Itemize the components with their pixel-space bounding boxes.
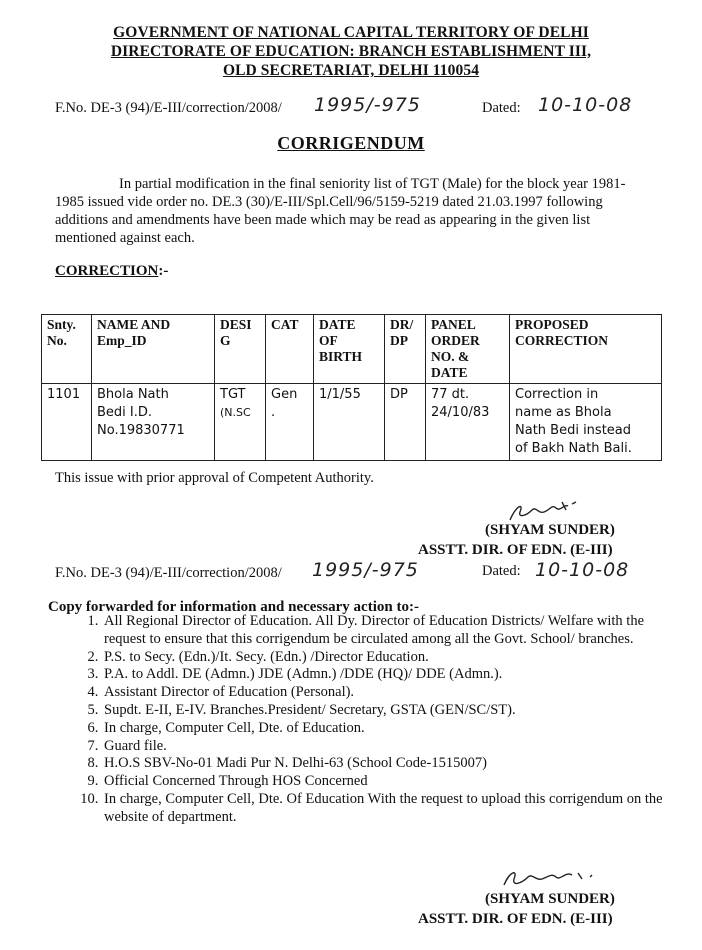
- header-line-1: GOVERNMENT OF NATIONAL CAPITAL TERRITORY OF DELHI: [113, 24, 589, 41]
- header-name: [92, 315, 215, 384]
- handwritten-date-2: 10-10-08: [535, 559, 630, 581]
- header-line-2: DIRECTORATE OF EDUCATION: BRANCH ESTABLISHMENT III,: [110, 43, 592, 60]
- list-item: 2. P.S. to Secy. (Edn.)/It. Secy. (Edn.) /Director Education.: [102, 649, 667, 667]
- file-ref-prefix: F.No. DE-3 (94)/E-III/correction/2008/: [55, 100, 282, 116]
- header-text: Emp_ID: [97, 333, 147, 348]
- list-item: 10. In charge, Computer Cell, Dte. Of Education With the request to upload this corrigendum on the website of department.: [102, 791, 667, 827]
- cell-text: Bhola Nath: [97, 387, 169, 402]
- cell-sno: [42, 384, 92, 461]
- handwritten-file-no: 1995/-975: [314, 94, 421, 116]
- handwritten-date: 10-10-08: [538, 94, 633, 116]
- header-text: No.: [47, 333, 67, 348]
- file-ref-2-prefix: F.No. DE-3 (94)/E-III/correction/2008/: [55, 565, 282, 581]
- signature-1-designation: ASSTT. DIR. OF EDN. (E-III): [418, 542, 613, 558]
- dated-label-2: Dated:: [482, 563, 521, 579]
- list-item: 4. Assistant Director of Education (Personal).: [102, 684, 667, 702]
- cell-proposed: [510, 384, 662, 461]
- list-item: 3. P.A. to Addl. DE (Admn.) JDE (Admn.) /DDE (HQ)/ DDE (Admn.).: [102, 666, 667, 684]
- table-row: [42, 384, 662, 461]
- cell-desig: [215, 384, 266, 461]
- header-text: PANEL: [431, 317, 476, 332]
- cell-text: Bedi I.D.: [97, 405, 153, 420]
- header-text: CAT: [271, 317, 299, 332]
- cell-text: (N.SC: [220, 406, 251, 419]
- cell-text: TGT: [220, 387, 246, 402]
- header-text: DATE: [319, 317, 356, 332]
- cell-panel: [426, 384, 510, 461]
- cell-text: No.19830771: [97, 423, 185, 438]
- cell-text: .: [271, 405, 276, 420]
- cell-text: of Bakh Nath Bali.: [515, 441, 632, 456]
- cell-text: 1/1/55: [319, 387, 361, 402]
- cell-text: 77 dt.: [431, 387, 470, 402]
- header-dob: [314, 315, 385, 384]
- header-sno: [42, 315, 92, 384]
- cell-dob: [314, 384, 385, 461]
- handwritten-file-no-2: 1995/-975: [312, 559, 419, 581]
- correction-table: [41, 314, 662, 461]
- cell-text: Nath Bedi instead: [515, 423, 632, 438]
- cell-text: DP: [390, 387, 408, 402]
- cell-text: 24/10/83: [431, 405, 490, 420]
- header-text: CORRECTION: [515, 333, 609, 348]
- header-line-3: OLD SECRETARIAT, DELHI 110054: [222, 62, 480, 79]
- cell-text: Gen: [271, 387, 298, 402]
- header-text: Snty.: [47, 317, 76, 332]
- cell-cat: [266, 384, 314, 461]
- header-text: OF: [319, 333, 338, 348]
- list-item: 1. All Regional Director of Education. All Dy. Director of Education Districts/ Welfare with the request to ensure that this corrigendum be circulated among all the Govt. School/ branches.: [102, 613, 667, 649]
- header-text: G: [220, 333, 231, 348]
- header-text: DR/: [390, 317, 414, 332]
- header-text: DATE: [431, 365, 468, 380]
- copy-forwarded-heading: Copy forwarded for information and necessary action to:-: [48, 599, 419, 615]
- copy-list: [78, 613, 667, 827]
- list-item: 5. Supdt. E-II, E-IV. Branches.President/ Secretary, GSTA (GEN/SC/ST).: [102, 702, 667, 720]
- list-item: 6. In charge, Computer Cell, Dte. of Education.: [102, 720, 667, 738]
- approval-text: This issue with prior approval of Competent Authority.: [55, 470, 374, 486]
- header-text: PROPOSED: [515, 317, 589, 332]
- header-desig: [215, 315, 266, 384]
- cell-name: [92, 384, 215, 461]
- document-title: CORRIGENDUM: [277, 133, 425, 153]
- cell-text: name as Bhola: [515, 405, 612, 420]
- header-cat: [266, 315, 314, 384]
- cell-drdp: [385, 384, 426, 461]
- correction-heading: [55, 263, 168, 280]
- signature-2-name: (SHYAM SUNDER): [485, 891, 615, 907]
- header-text: NO. &: [431, 349, 470, 364]
- dated-label: Dated:: [482, 100, 521, 116]
- table-header-row: [42, 315, 662, 384]
- header-text: BIRTH: [319, 349, 363, 364]
- header-text: DP: [390, 333, 408, 348]
- header-text: ORDER: [431, 333, 480, 348]
- correction-heading-suffix: :-: [158, 263, 169, 279]
- body-paragraph: In partial modification in the final seniority list of TGT (Male) for the block year 1981-1985 issued vide order no. DE.3 (30)/E-III/Spl.Cell/96/5159-5219 dated 21.03.1997 following additions and amendments have been made which may be read as appearing in the given list mentioned against each.: [55, 176, 626, 246]
- cell-text: 1101: [47, 387, 81, 402]
- header-drdp: [385, 315, 426, 384]
- list-item: 9. Official Concerned Through HOS Concerned: [102, 773, 667, 791]
- signature-2-designation: ASSTT. DIR. OF EDN. (E-III): [418, 911, 613, 927]
- signature-1-name: (SHYAM SUNDER): [485, 522, 615, 538]
- correction-heading-text: CORRECTION: [55, 263, 159, 279]
- header-text: NAME AND: [97, 317, 171, 332]
- header-proposed: [510, 315, 662, 384]
- header-text: DESI: [220, 317, 252, 332]
- list-item: 7. Guard file.: [102, 738, 667, 756]
- list-item: 8. H.O.S SBV-No-01 Madi Pur N. Delhi-63 (School Code-1515007): [102, 755, 667, 773]
- cell-text: Correction in: [515, 387, 599, 402]
- header-panel: [426, 315, 510, 384]
